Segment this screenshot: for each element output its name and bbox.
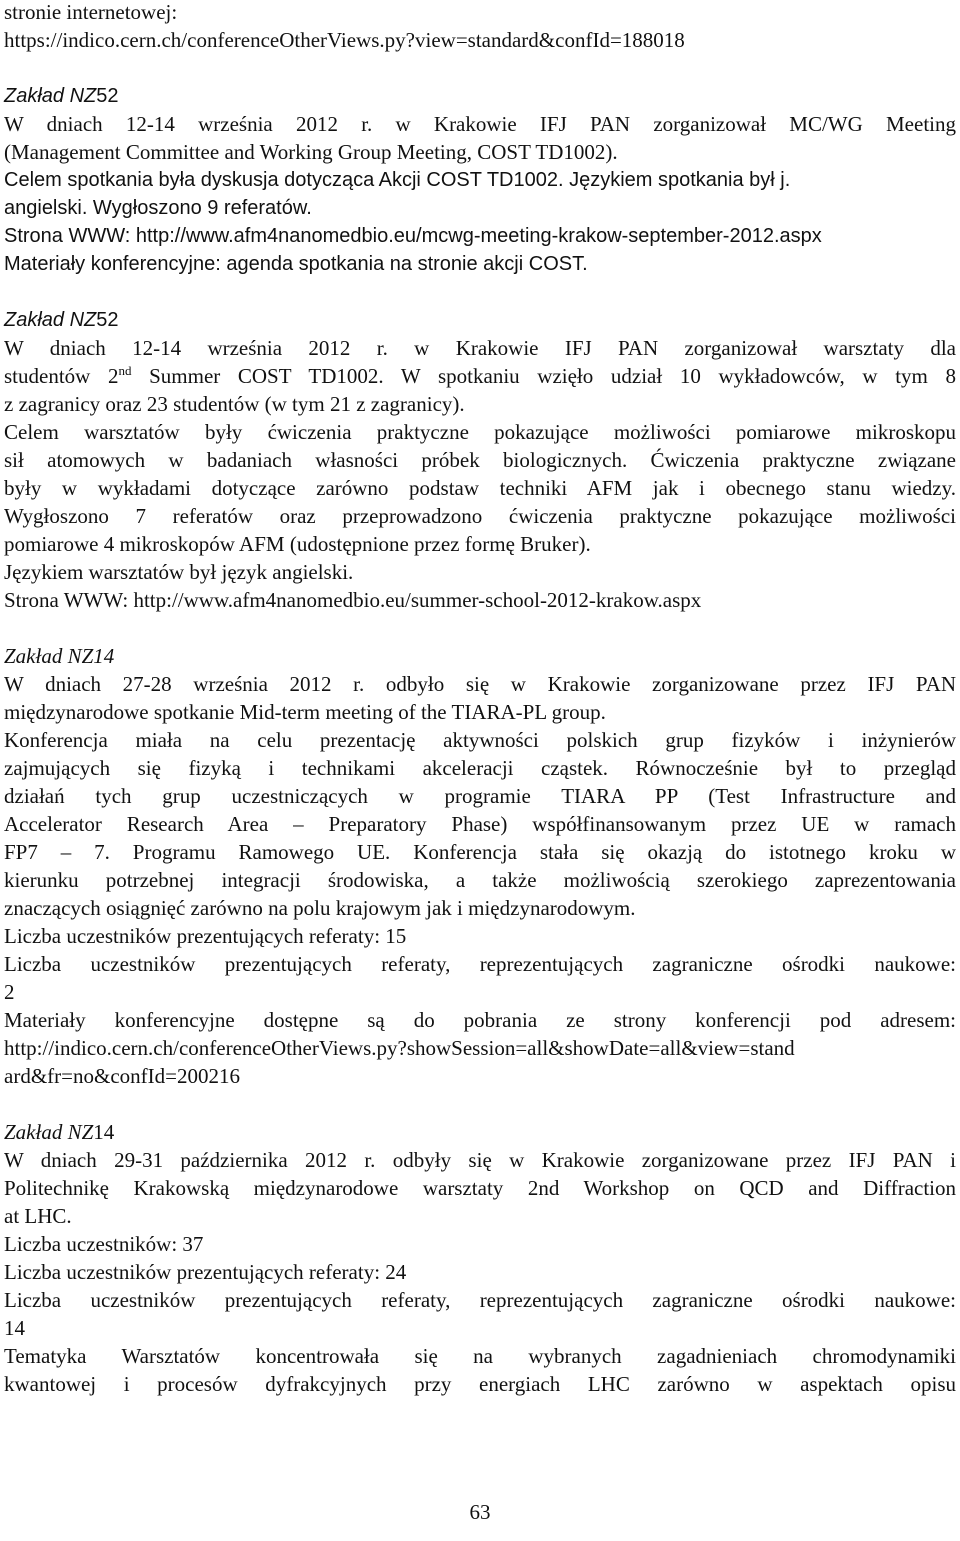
text-line: były w wykładami dotyczące zarówno podstaw techniki AFM jak i obecnego stanu wiedzy. (4, 476, 956, 500)
section-heading (4, 82, 119, 110)
text-line: z zagranicy oraz 23 studentów (w tym 21 z zagranicy). (4, 392, 465, 416)
text-line (4, 362, 956, 390)
text-line: sił atomowych w badaniach własności próbek biologicznych. Ćwiczenia praktyczne związane (4, 448, 956, 472)
text-fragment: studentów 2 (4, 364, 119, 388)
text-line: (Management Committee and Working Group Meeting, COST TD1002). (4, 140, 618, 164)
text-line: Konferencja miała na celu prezentację aktywności polskich grup fizyków i inżynierów (4, 728, 956, 752)
text-line: Liczba uczestników prezentujących referaty, reprezentujących zagraniczne ośrodki naukowe: (4, 952, 956, 976)
text-line: znaczących osiągnięć zarówno na polu krajowym jak i międzynarodowym. (4, 896, 636, 920)
text-line: Celem warsztatów były ćwiczenia praktyczne pokazujące możliwości pomiarowe mikroskopu (4, 420, 956, 444)
text-line: angielski. Wygłoszono 9 referatów. (4, 197, 312, 219)
url-link[interactable]: Strona WWW: http://www.afm4nanomedbio.eu/summer-school-2012-krakow.aspx (4, 588, 702, 612)
heading-number: 52 (96, 309, 119, 331)
url-link[interactable]: http://indico.cern.ch/conferenceOtherViews.py?showSession=all&showDate=all&view=stand (4, 1036, 795, 1060)
text-line: Liczba uczestników prezentujących referaty: 24 (4, 1260, 407, 1284)
text-line: Liczba uczestników prezentujących referaty: 15 (4, 924, 407, 948)
text-line: Celem spotkania była dyskusja dotycząca Akcji COST TD1002. Językiem spotkania był j. (4, 169, 791, 191)
text-line: Accelerator Research Area – Preparatory Phase) współfinansowanym przez UE w ramach (4, 812, 956, 836)
text-line: Materiały konferencyjne: agenda spotkania na stronie akcji COST. (4, 253, 588, 275)
text-fragment: Summer COST TD1002. W spotkaniu wzięło udział 10 wykładowców, w tym 8 (131, 364, 957, 388)
url-link[interactable]: https://indico.cern.ch/conferenceOtherViews.py?view=standard&confId=188018 (4, 28, 685, 52)
text-line: W dniach 12-14 września 2012 r. w Krakowie IFJ PAN zorganizował warsztaty dla (4, 336, 956, 360)
section-heading (4, 306, 119, 334)
text-line: Materiały konferencyjne dostępne są do pobrania ze strony konferencji pod adresem: (4, 1008, 956, 1032)
heading-prefix: Zakład (4, 1120, 68, 1144)
text-line: Politechnikę Krakowską międzynarodowe warsztaty 2nd Workshop on QCD and Diffraction (4, 1176, 956, 1200)
text-line: stronie internetowej: (4, 0, 178, 24)
text-line: 14 (4, 1316, 25, 1340)
text-line: FP7 – 7. Programu Ramowego UE. Konferencja stała się okazją do istotnego kroku w (4, 840, 956, 864)
heading-unit: NZ (67, 1120, 94, 1144)
heading-number: 14 (93, 1120, 115, 1144)
section-heading (4, 1118, 114, 1146)
text-line: pomiarowe 4 mikroskopów AFM (udostępnione przez formę Bruker). (4, 532, 591, 556)
text-line: 2 (4, 980, 15, 1004)
url-link[interactable]: Strona WWW: http://www.afm4nanomedbio.eu/mcwg-meeting-krakow-september-2012.aspx (4, 225, 822, 247)
heading-number: 52 (96, 85, 119, 107)
text-line: działań tych grup uczestniczących w programie TIARA PP (Test Infrastructure and (4, 784, 956, 808)
text-line: kwantowej i procesów dyfrakcyjnych przy energiach LHC zarówno w aspektach opisu (4, 1372, 956, 1396)
text-line: Liczba uczestników prezentujących referaty, reprezentujących zagraniczne ośrodki naukowe: (4, 1288, 956, 1312)
text-line: Językiem warsztatów był język angielski. (4, 560, 354, 584)
text-line: Liczba uczestników: 37 (4, 1232, 204, 1256)
text-line: kierunku potrzebnej integracji środowiska, a także możliwością szerokiego zaprezentowania (4, 868, 956, 892)
heading-prefix: Zakład (4, 309, 70, 331)
heading-unit: NZ (69, 85, 97, 107)
text-line: W dniach 12-14 września 2012 r. w Krakowie IFJ PAN zorganizował MC/WG Meeting (4, 112, 956, 136)
superscript: nd (118, 363, 132, 378)
section-heading: Zakład NZ14 (4, 644, 115, 668)
text-line: zajmujących się fizyką i technikami akceleracji cząstek. Równocześnie był to przegląd (4, 756, 956, 780)
heading-prefix: Zakład (4, 85, 70, 107)
text-line: Wygłoszono 7 referatów oraz przeprowadzono ćwiczenia praktyczne pokazujące możliwości (4, 504, 956, 528)
page-number: 63 (469, 1500, 491, 1524)
text-line: W dniach 27-28 września 2012 r. odbyło się w Krakowie zorganizowane przez IFJ PAN (4, 672, 956, 696)
text-line: at LHC. (4, 1204, 72, 1228)
text-line: międzynarodowe spotkanie Mid-term meeting of the TIARA-PL group. (4, 700, 606, 724)
text-line: Tematyka Warsztatów koncentrowała się na wybranych zagadnieniach chromodynamiki (4, 1344, 956, 1368)
heading-unit: NZ (69, 309, 97, 331)
text-line: W dniach 29-31 października 2012 r. odbyły się w Krakowie zorganizowane przez IFJ PAN i (4, 1148, 956, 1172)
url-link[interactable]: ard&fr=no&confId=200216 (4, 1064, 240, 1088)
